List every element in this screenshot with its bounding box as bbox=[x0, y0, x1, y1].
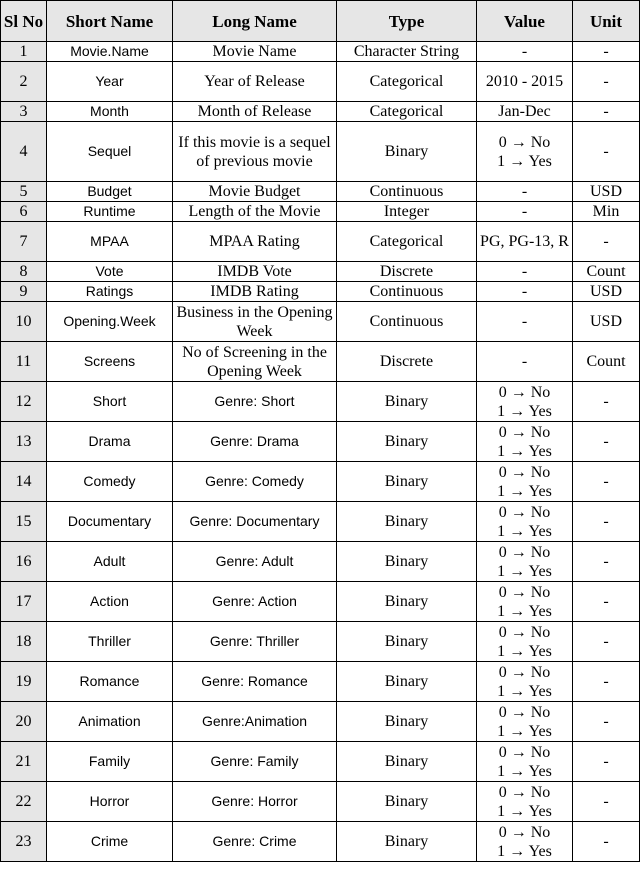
short-name-cell: Movie.Name bbox=[47, 42, 173, 62]
long-name-cell: If this movie is a sequel of previous movie bbox=[173, 122, 337, 182]
unit-cell: USD bbox=[573, 302, 640, 342]
long-name-cell: Genre: Short bbox=[173, 382, 337, 422]
sl-cell: 22 bbox=[1, 782, 47, 822]
value-cell: - bbox=[477, 262, 573, 282]
short-name-cell: Opening.Week bbox=[47, 302, 173, 342]
type-cell: Binary bbox=[337, 462, 477, 502]
sl-cell: 14 bbox=[1, 462, 47, 502]
sl-cell: 10 bbox=[1, 302, 47, 342]
sl-cell: 9 bbox=[1, 282, 47, 302]
short-name-cell: Drama bbox=[47, 422, 173, 462]
unit-cell: - bbox=[573, 702, 640, 742]
long-name-cell: Genre: Comedy bbox=[173, 462, 337, 502]
short-name-cell: Year bbox=[47, 62, 173, 102]
table-row bbox=[1, 122, 640, 182]
unit-cell: - bbox=[573, 462, 640, 502]
value-cell: 0 → No 1 → Yes bbox=[477, 622, 573, 662]
long-name-cell: Genre: Drama bbox=[173, 422, 337, 462]
sl-cell: 1 bbox=[1, 42, 47, 62]
unit-cell: - bbox=[573, 542, 640, 582]
value-cell: - bbox=[477, 302, 573, 342]
table-row bbox=[1, 282, 640, 302]
type-cell: Continuous bbox=[337, 182, 477, 202]
long-name-cell: Length of the Movie bbox=[173, 202, 337, 222]
short-name-cell: Documentary bbox=[47, 502, 173, 542]
long-name-cell: Genre: Thriller bbox=[173, 622, 337, 662]
short-name-cell: Short bbox=[47, 382, 173, 422]
header-type: Type bbox=[337, 1, 477, 42]
long-name-cell: Genre: Romance bbox=[173, 662, 337, 702]
table-row bbox=[1, 582, 640, 622]
value-cell: 0 → No 1 → Yes bbox=[477, 822, 573, 862]
long-name-cell: Movie Name bbox=[173, 42, 337, 62]
sl-cell: 11 bbox=[1, 342, 47, 382]
type-cell: Binary bbox=[337, 582, 477, 622]
sl-cell: 2 bbox=[1, 62, 47, 102]
header-row bbox=[1, 1, 640, 42]
unit-cell: - bbox=[573, 102, 640, 122]
long-name-cell: Movie Budget bbox=[173, 182, 337, 202]
table-row bbox=[1, 62, 640, 102]
short-name-cell: Animation bbox=[47, 702, 173, 742]
long-name-cell: Business in the Opening Week bbox=[173, 302, 337, 342]
table-row bbox=[1, 462, 640, 502]
long-name-cell: Genre: Horror bbox=[173, 782, 337, 822]
table-row bbox=[1, 182, 640, 202]
unit-cell: - bbox=[573, 42, 640, 62]
sl-cell: 3 bbox=[1, 102, 47, 122]
type-cell: Discrete bbox=[337, 342, 477, 382]
unit-cell: - bbox=[573, 502, 640, 542]
value-cell: 0 → No 1 → Yes bbox=[477, 502, 573, 542]
value-cell: Jan-Dec bbox=[477, 102, 573, 122]
short-name-cell: MPAA bbox=[47, 222, 173, 262]
short-name-cell: Sequel bbox=[47, 122, 173, 182]
header-sl-no: Sl No bbox=[1, 1, 47, 42]
long-name-cell: Year of Release bbox=[173, 62, 337, 102]
sl-cell: 18 bbox=[1, 622, 47, 662]
short-name-cell: Budget bbox=[47, 182, 173, 202]
table-row bbox=[1, 382, 640, 422]
long-name-cell: Genre: Adult bbox=[173, 542, 337, 582]
sl-cell: 5 bbox=[1, 182, 47, 202]
type-cell: Binary bbox=[337, 742, 477, 782]
sl-cell: 12 bbox=[1, 382, 47, 422]
unit-cell: USD bbox=[573, 182, 640, 202]
sl-cell: 6 bbox=[1, 202, 47, 222]
short-name-cell: Month bbox=[47, 102, 173, 122]
long-name-cell: No of Screening in the Opening Week bbox=[173, 342, 337, 382]
table-row bbox=[1, 702, 640, 742]
unit-cell: - bbox=[573, 122, 640, 182]
table-row bbox=[1, 502, 640, 542]
table-row bbox=[1, 102, 640, 122]
type-cell: Binary bbox=[337, 422, 477, 462]
type-cell: Binary bbox=[337, 822, 477, 862]
table-row bbox=[1, 302, 640, 342]
unit-cell: - bbox=[573, 622, 640, 662]
unit-cell: Min bbox=[573, 202, 640, 222]
sl-cell: 19 bbox=[1, 662, 47, 702]
long-name-cell: Genre:Animation bbox=[173, 702, 337, 742]
table-row bbox=[1, 422, 640, 462]
short-name-cell: Vote bbox=[47, 262, 173, 282]
value-cell: 0 → No 1 → Yes bbox=[477, 542, 573, 582]
type-cell: Binary bbox=[337, 122, 477, 182]
short-name-cell: Crime bbox=[47, 822, 173, 862]
value-cell: - bbox=[477, 202, 573, 222]
unit-cell: USD bbox=[573, 282, 640, 302]
type-cell: Binary bbox=[337, 702, 477, 742]
sl-cell: 16 bbox=[1, 542, 47, 582]
type-cell: Discrete bbox=[337, 262, 477, 282]
short-name-cell: Action bbox=[47, 582, 173, 622]
type-cell: Binary bbox=[337, 502, 477, 542]
unit-cell: - bbox=[573, 782, 640, 822]
long-name-cell: Genre: Crime bbox=[173, 822, 337, 862]
type-cell: Continuous bbox=[337, 302, 477, 342]
value-cell: 2010 - 2015 bbox=[477, 62, 573, 102]
value-cell: - bbox=[477, 342, 573, 382]
short-name-cell: Family bbox=[47, 742, 173, 782]
value-cell: - bbox=[477, 182, 573, 202]
header-short-name: Short Name bbox=[47, 1, 173, 42]
long-name-cell: MPAA Rating bbox=[173, 222, 337, 262]
table-row bbox=[1, 542, 640, 582]
type-cell: Categorical bbox=[337, 102, 477, 122]
unit-cell: - bbox=[573, 742, 640, 782]
value-cell: - bbox=[477, 282, 573, 302]
unit-cell: - bbox=[573, 382, 640, 422]
value-cell: 0 → No 1 → Yes bbox=[477, 782, 573, 822]
table-row bbox=[1, 742, 640, 782]
table-row bbox=[1, 262, 640, 282]
unit-cell: - bbox=[573, 582, 640, 622]
header-unit: Unit bbox=[573, 1, 640, 42]
short-name-cell: Romance bbox=[47, 662, 173, 702]
value-cell: 0 → No 1 → Yes bbox=[477, 702, 573, 742]
header-long-name: Long Name bbox=[173, 1, 337, 42]
type-cell: Binary bbox=[337, 382, 477, 422]
type-cell: Categorical bbox=[337, 222, 477, 262]
value-cell: 0 → No 1 → Yes bbox=[477, 662, 573, 702]
short-name-cell: Comedy bbox=[47, 462, 173, 502]
short-name-cell: Runtime bbox=[47, 202, 173, 222]
short-name-cell: Adult bbox=[47, 542, 173, 582]
table-row bbox=[1, 202, 640, 222]
long-name-cell: Month of Release bbox=[173, 102, 337, 122]
table-row bbox=[1, 782, 640, 822]
sl-cell: 21 bbox=[1, 742, 47, 782]
long-name-cell: Genre: Action bbox=[173, 582, 337, 622]
unit-cell: Count bbox=[573, 262, 640, 282]
table-row bbox=[1, 342, 640, 382]
value-cell: - bbox=[477, 42, 573, 62]
table-row bbox=[1, 622, 640, 662]
short-name-cell: Screens bbox=[47, 342, 173, 382]
unit-cell: - bbox=[573, 662, 640, 702]
sl-cell: 15 bbox=[1, 502, 47, 542]
unit-cell: Count bbox=[573, 342, 640, 382]
value-cell: 0 → No 1 → Yes bbox=[477, 122, 573, 182]
sl-cell: 13 bbox=[1, 422, 47, 462]
long-name-cell: Genre: Documentary bbox=[173, 502, 337, 542]
type-cell: Binary bbox=[337, 622, 477, 662]
value-cell: 0 → No 1 → Yes bbox=[477, 382, 573, 422]
type-cell: Binary bbox=[337, 542, 477, 582]
type-cell: Integer bbox=[337, 202, 477, 222]
long-name-cell: IMDB Rating bbox=[173, 282, 337, 302]
type-cell: Character String bbox=[337, 42, 477, 62]
unit-cell: - bbox=[573, 422, 640, 462]
short-name-cell: Horror bbox=[47, 782, 173, 822]
table-row bbox=[1, 222, 640, 262]
sl-cell: 8 bbox=[1, 262, 47, 282]
type-cell: Binary bbox=[337, 782, 477, 822]
unit-cell: - bbox=[573, 222, 640, 262]
value-cell: 0 → No 1 → Yes bbox=[477, 742, 573, 782]
type-cell: Binary bbox=[337, 662, 477, 702]
sl-cell: 17 bbox=[1, 582, 47, 622]
table-row bbox=[1, 662, 640, 702]
value-cell: PG, PG-13, R bbox=[477, 222, 573, 262]
value-cell: 0 → No 1 → Yes bbox=[477, 462, 573, 502]
table-row bbox=[1, 822, 640, 862]
value-cell: 0 → No 1 → Yes bbox=[477, 582, 573, 622]
unit-cell: - bbox=[573, 62, 640, 102]
long-name-cell: IMDB Vote bbox=[173, 262, 337, 282]
sl-cell: 7 bbox=[1, 222, 47, 262]
value-cell: 0 → No 1 → Yes bbox=[477, 422, 573, 462]
unit-cell: - bbox=[573, 822, 640, 862]
table-row bbox=[1, 42, 640, 62]
long-name-cell: Genre: Family bbox=[173, 742, 337, 782]
header-value: Value bbox=[477, 1, 573, 42]
type-cell: Categorical bbox=[337, 62, 477, 102]
short-name-cell: Thriller bbox=[47, 622, 173, 662]
sl-cell: 20 bbox=[1, 702, 47, 742]
type-cell: Continuous bbox=[337, 282, 477, 302]
sl-cell: 23 bbox=[1, 822, 47, 862]
sl-cell: 4 bbox=[1, 122, 47, 182]
short-name-cell: Ratings bbox=[47, 282, 173, 302]
